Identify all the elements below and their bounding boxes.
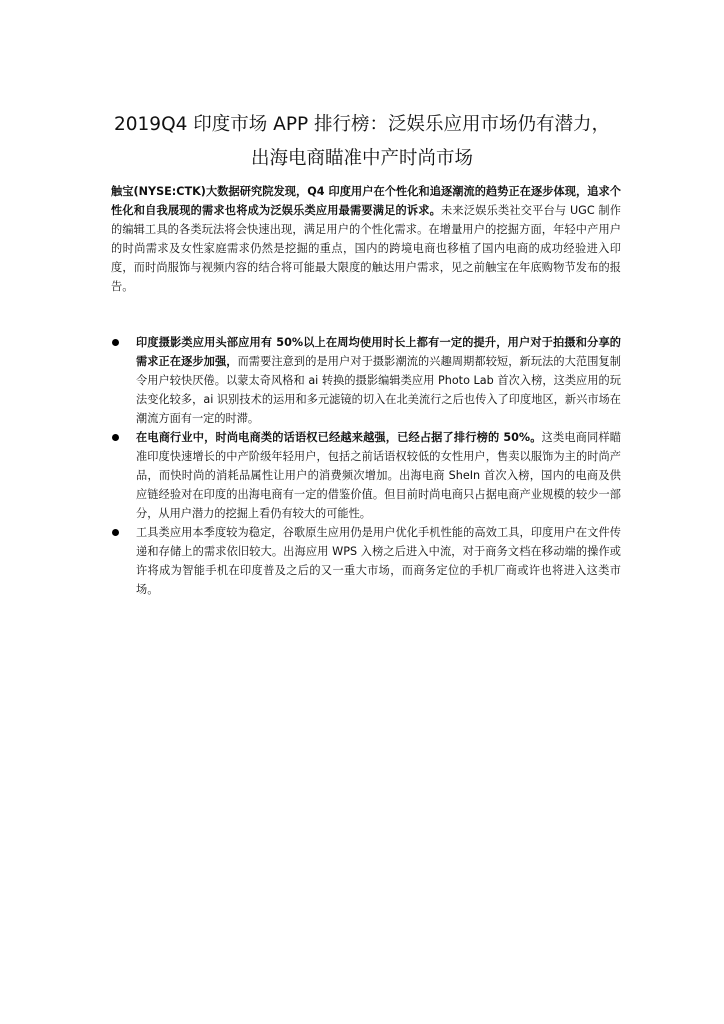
bullet-item-ecommerce <box>111 428 621 523</box>
bullet-item-photo <box>111 333 621 428</box>
bullet-dot-icon <box>112 434 119 441</box>
bullet-regular-text: 这类电商同样瞄准印度快速增长的中产阶级年轻用户，包括之前话语权较低的女性用户，售卖以服饰为主的时尚产品，而快时尚的消耗品属性让用户的消费频次增加。出海电商 SheIn 首次入榜，国内的电商及供应链经验对在印度的出海电商有一定的借鉴价值。但目前时尚电商只占据电商产业规模的较少一部分，从用户潜力的挖掘上看仍有较大的可能性。 <box>136 431 621 520</box>
intro-paragraph <box>111 182 621 296</box>
bullet-list <box>111 333 621 599</box>
bullet-text <box>136 526 621 596</box>
intro-bold-text: 触宝(NYSE:CTK)大数据研究院发现，Q4 印度用户在个性化和追逐潮流的趋势正在逐步体现，追求个性化和自我展现的需求也将成为泛娱乐类应用最需要满足的诉求。 <box>111 185 621 217</box>
intro-regular-text: 未来泛娱乐类社交平台与 UGC 制作的编辑工具的各类玩法将会快速出现，满足用户的个性化需求。在增量用户的挖掘方面，年轻中产用户的时尚需求及女性家庭需求仍然是挖掘的重点，国内的跨境电商也移植了国内电商的成功经验进入印度，而时尚服饰与视频内容的结合将可能最大限度的触达用户需求，见之前触宝在年底购物节发布的报告。 <box>111 204 621 293</box>
bullet-dot-icon <box>112 339 119 346</box>
document-title-line-2: 出海电商瞄准中产时尚市场 <box>250 148 473 169</box>
bullet-dot-icon <box>112 529 119 536</box>
bullet-regular-text: 工具类应用本季度较为稳定，谷歌原生应用仍是用户优化手机性能的高效工具，印度用户在文件传递和存储上的需求依旧较大。出海应用 WPS 入榜之后进入中流，对于商务文档在移动端的操作或许将成为智能手机在印度普及之后的又一重大市场，而商务定位的手机厂商或许也将进入这类市场。 <box>136 526 621 596</box>
bullet-regular-text: 而需要注意到的是用户对于摄影潮流的兴趣周期都较短，新玩法的大范围复制令用户较快厌倦。以蒙太奇风格和 ai 转换的摄影编辑类应用 Photo Lab 首次入榜，这类应用的玩法变化较多，ai 识别技术的运用和多元滤镜的切入在北美流行之后也传入了印度地区，新兴市场在潮流方面有一定的时滞。 <box>136 355 621 425</box>
document-title-line-1: 2019Q4 印度市场 APP 排行榜：泛娱乐应用市场仍有潜力， <box>113 114 611 135</box>
bullet-bold-text: 在电商行业中，时尚电商类的话语权已经越来越强，已经占据了排行榜的 50%。 <box>136 431 542 444</box>
bullet-item-tools <box>111 523 621 599</box>
bullet-text <box>136 431 621 520</box>
bullet-bold-text: 印度摄影类应用头部应用有 50%以上在周均使用时长上都有一定的提升，用户对于拍摄和分享的需求正在逐步加强， <box>136 336 621 368</box>
bullet-text <box>136 336 621 425</box>
